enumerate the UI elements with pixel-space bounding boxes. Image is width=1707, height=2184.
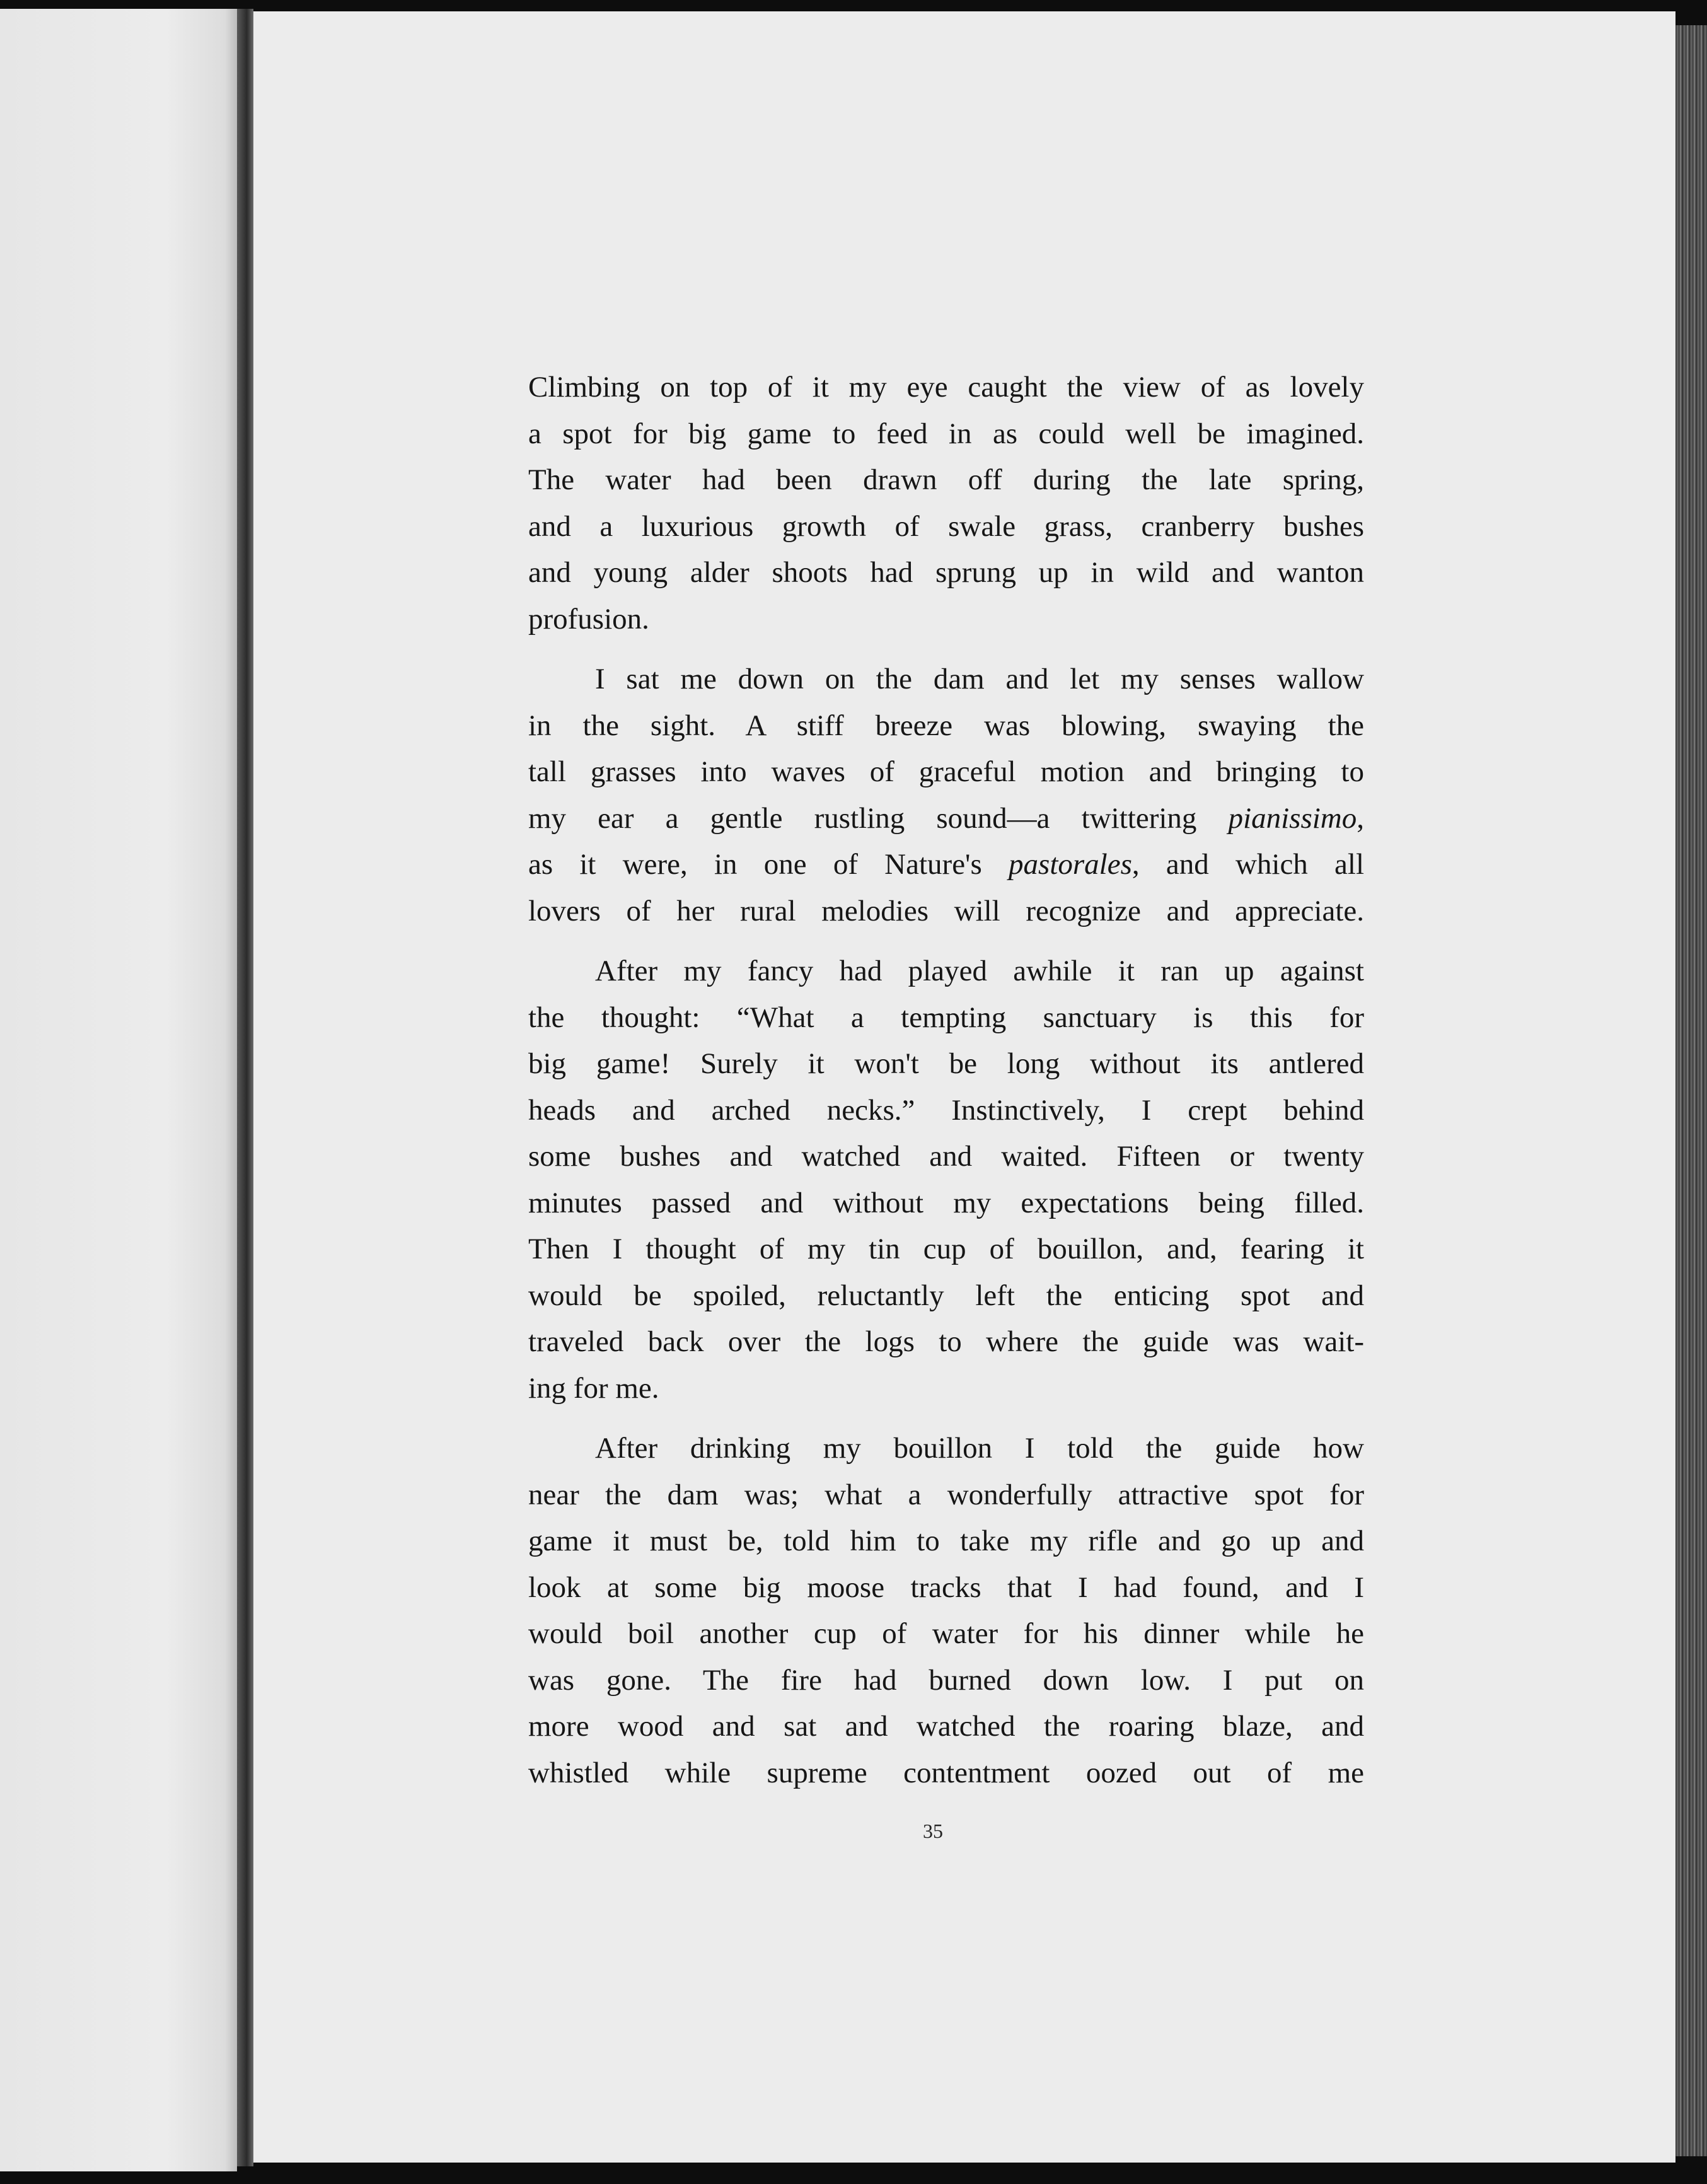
text-line: some bushes and watched and waited. Fifteen or twenty (528, 1140, 1364, 1173)
page-edge (1675, 25, 1707, 2156)
text-line: The water had been drawn off during the late spring, (528, 463, 1364, 496)
text-line: game it must be, told him to take my rifle and go up and (528, 1525, 1364, 1557)
italic-term: pianissimo (1228, 801, 1357, 835)
text-line: Climbing on top of it my eye caught the view of as lovely (528, 371, 1364, 404)
paragraph-1 (528, 364, 1364, 642)
text-line: traveled back over the logs to where the guide was wait- (528, 1325, 1364, 1358)
paragraph-3 (528, 948, 1364, 1412)
text-line: tall grasses into waves of graceful motion and bringing to (528, 755, 1364, 788)
text-line: I sat me down on the dam and let my senses wallow (595, 663, 1364, 695)
text-line: profusion. (528, 602, 649, 636)
text-line: would boil another cup of water for his dinner while he (528, 1617, 1364, 1650)
book-gutter (237, 9, 253, 2166)
text-line: was gone. The fire had burned down low. I put on (528, 1663, 1364, 1697)
text-line: the thought: “What a tempting sanctuary is this for (528, 1001, 1364, 1034)
text-line: near the dam was; what a wonderfully attractive spot for (528, 1478, 1364, 1511)
text-line: more wood and sat and watched the roaring blaze, and (528, 1710, 1364, 1743)
text-line: and a luxurious growth of swale grass, cranberry bushes (528, 509, 1364, 543)
text-line: and young alder shoots had sprung up in wild and wanton (528, 556, 1364, 589)
text-line: a spot for big game to feed in as could well be imagined. (528, 417, 1364, 450)
left-page-blank (0, 9, 237, 2171)
italic-term: pastorales (1009, 848, 1132, 881)
text-line: lovers of her rural melodies will recognize and appreciate. (528, 894, 1364, 927)
text-line: look at some big moose tracks that I had found, and I (528, 1571, 1364, 1604)
text-line: as it were, in one of Nature's pastorales, and which all (528, 848, 1364, 881)
paragraph-2 (528, 656, 1364, 934)
paragraph-4 (528, 1426, 1364, 1796)
text-line: After my fancy had played awhile it ran up against (595, 955, 1364, 987)
text-line: in the sight. A stiff breeze was blowing, swaying the (528, 709, 1364, 742)
text-line: heads and arched necks.” Instinctively, I crept behind (528, 1093, 1364, 1127)
text-line: Then I thought of my tin cup of bouillon, and, fearing it (528, 1233, 1364, 1265)
page-number: 35 (923, 1820, 943, 1842)
text-line: big game! Surely it won't be long without its antlered (528, 1047, 1364, 1080)
text-line: would be spoiled, reluctantly left the enticing spot and (528, 1279, 1364, 1312)
text-line: ing for me. (528, 1371, 659, 1405)
text-line: whistled while supreme contentment oozed out of me (528, 1756, 1364, 1789)
text-line: After drinking my bouillon I told the guide how (595, 1432, 1364, 1465)
body-text (528, 364, 1364, 1810)
text-line: my ear a gentle rustling sound—a twittering pianissimo, (528, 801, 1364, 835)
text-line: minutes passed and without my expectations being filled. (528, 1186, 1364, 1219)
